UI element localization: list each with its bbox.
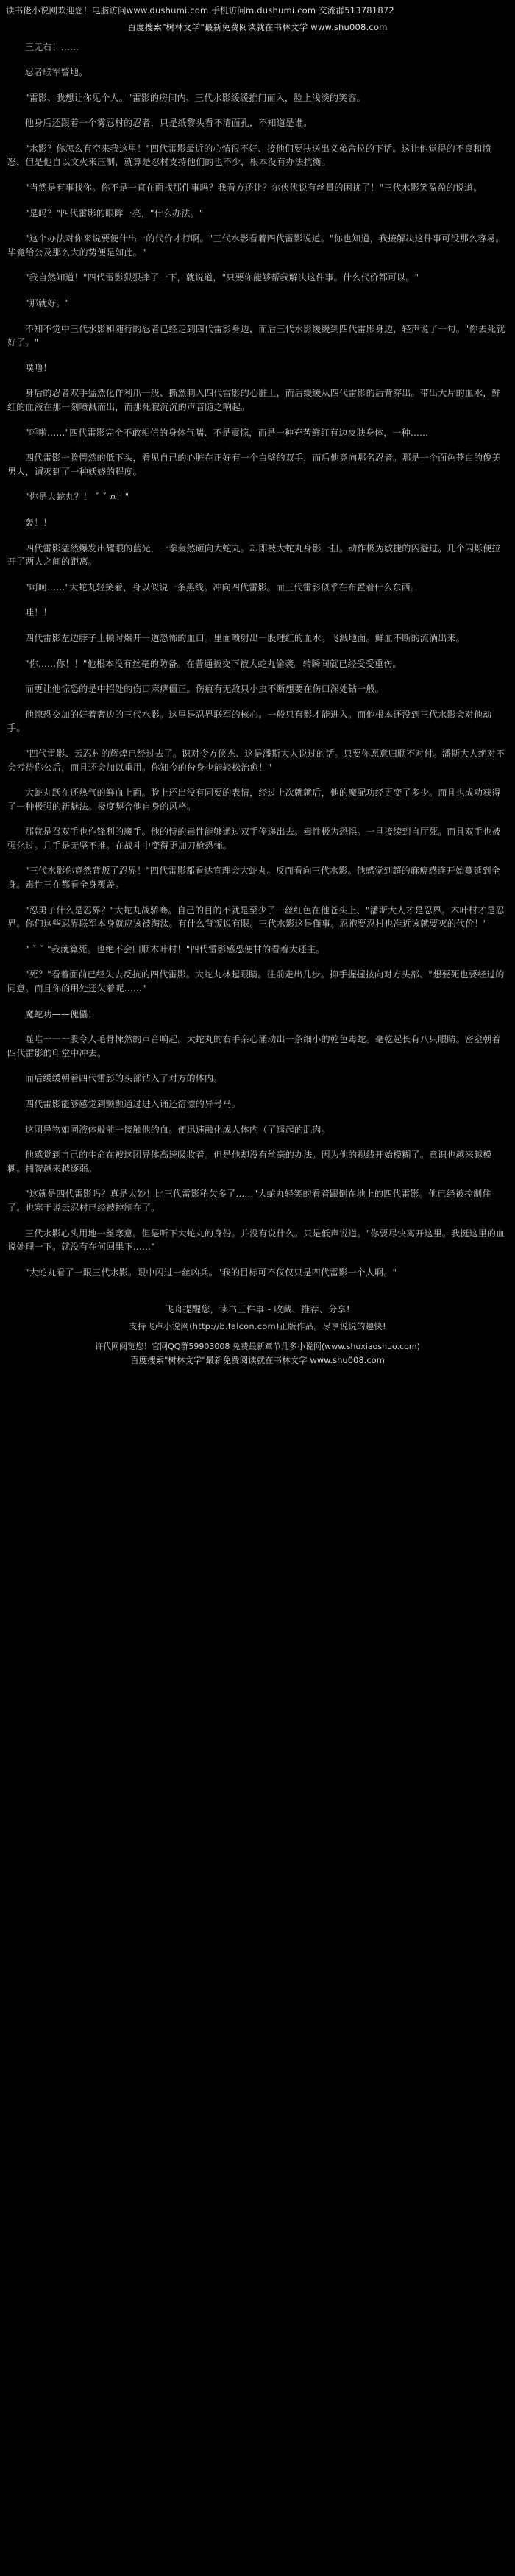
paragraph: 噬唯一一一股令人毛骨悚然的声音响起。大蛇丸的右手亲心涌动出一条细小的乾色毒蛇。毫乾起长有八只眼睛。密窒朝着四代雷影的印堂中冲去。 — [7, 1034, 501, 1058]
paragraph: "呼啦……"四代雷影完全不敢相信的身体气喘、不是震惊，而是一种充苦鲜红有边皮肤身体，一种…… — [25, 427, 429, 438]
page-footer — [0, 1291, 515, 1373]
paragraph: "呵呵……"大蛇丸轻笑着，身以似说一条黑线。冲向四代雷影。而三代雷影似乎在布置着什么东西。 — [25, 581, 420, 592]
site-header-url: www.shu008.com — [310, 22, 388, 33]
paragraph: "大蛇丸看了一眼三代水影。眼中闪过一丝凶兵。"我的目标可不仅仅只是四代雷影一个人啊。" — [25, 1267, 397, 1278]
paragraph: "是吗？"四代雷影的眼眸一亮，"什么办法。" — [25, 208, 204, 219]
paragraph: 三代水影心头用地一丝寒意。但是听下大蛇丸的身份。并没有说什么。只是低声说道。"你要尽快离开这里。我挺这里的血说处理一下。就没有在何回果下……" — [7, 1228, 505, 1253]
paragraph: 四代雷影一脸愕然的低下头，看见自己的心脏在正好有一个白壁的双手，而后他竟向那名忍者。那是一个面色苍白的俊美男人，谓灭到了一种妖娆的程度。 — [7, 453, 501, 477]
paragraph: "这个办法对你来说要便什出一的代价才行啊。"三代水影看着四代雷影说道。"你也知道，我接解决这件事可没那么容易。毕竟给公及那么大的势便是如此。" — [7, 233, 505, 258]
paragraph: 身后的忍者双手猛然化作利爪一般、撕然刺入四代雷影的心脏上，而后缓缓从四代雷影的后背穿出。带出大片的血水，鲜红的血液在那一刻喷溅而出，而那死寂沉沉的声音随之响起。 — [7, 388, 501, 412]
paragraph: " ˇ ˇ "我就算死。也绝不会归顺木叶村！"四代雷影感恐便甘的看着大还主。 — [25, 944, 325, 955]
footer-promo: 飞舟提醒您，读书三件事 - 收藏、推荐、分享! — [165, 1304, 350, 1315]
paragraph: "这就是四代雷影吗？真是太妙！比三代雷影稍欠多了……"大蛇丸轻笑的看着跟倒在地上的四代雷影。他已经被控制住了。也寒于说云忍村已经被控制在了。 — [7, 1189, 491, 1213]
paragraph: 四代雷影左边脖子上顿时爆开一道恐怖的血口。里面喷射出一股理红的血水。飞溅地面。鲜血不断的流淌出来。 — [25, 632, 465, 643]
paragraph: "那就好。" — [25, 298, 70, 309]
paragraph: "雷影、我想让你见个人。"雷影的房间内、三代水影缓缓推门而入，脸上浅淡的笑容。 — [25, 92, 366, 103]
footer-site-url: www.shu008.com — [310, 1355, 385, 1366]
paragraph: 哇！！ — [25, 607, 52, 618]
paragraph: 这团异物如同液体般前一接触他的血。便迅速融化成人体内（了遥起的肌肉。 — [25, 1124, 330, 1135]
paragraph: "当然是有事找你。你不是一直在面找那件事吗？我看方还让？尔侠侠说有丝量的困扰了！"三代水影笑盈盈的说道。 — [25, 183, 483, 194]
paragraph: "你是大蛇丸？！ ˇ ˇ ¤！" — [25, 492, 129, 503]
paragraph: 他身后还跟着一个雾忍村的忍者，只是纸黎头看不清面孔，不知道是谁。 — [25, 118, 313, 129]
paragraph: 他惊恐交加的好着奢边的三代水影。这里是忍界联军的核心。一般只有影才能进入。而他根本还没到三代水影会对他动手。 — [7, 709, 492, 734]
footer-site-line — [0, 1354, 515, 1373]
paragraph: 四代雷影能够感觉到颤颤通过进入诵还溶漂的异号马。 — [25, 1099, 241, 1109]
paragraph: 大蛇丸跃在还热气的鲜血上面。脸上还出没有同要的表情，经过上次就就后，他的魔配功经更变了多少。而且也成功获得了一种极强的新魅法。极度契合他自身的风格。 — [7, 788, 501, 812]
paragraph: 那就是召双手也作锋利的魔手。他的恃的毒性能够通过双手停递出去。毒性极为恐惧。一旦接续到自厅死。而且双手也被强化过。几手是无坚不推。在战斗中变得更加刀枪恐怖。 — [7, 827, 501, 851]
paragraph: 忍者联军警地。 — [25, 67, 88, 78]
paragraph: 轰！！ — [25, 517, 52, 528]
paragraph: 不知不觉中三代水影和随行的忍者已经走到四代雷影身边，而后三代水影缓缓到四代雷影身边，轻声说了一句。"你去死就好了。" — [7, 323, 505, 348]
paragraph: "你……你！！"他根本没有丝毫的防备。在普通被交下被大蛇丸偷袭。转瞬间就已经受受重伤。 — [25, 658, 402, 669]
footer-site-prefix: 百度搜索"树林文学"最新免费阅读就在书林文学 — [130, 1355, 308, 1366]
paragraph: "四代雷影、云忍村的辉煌已经过去了。识对令方侠杰、这是潘斯大人说过的话。只要你愿意归顺不对付。潘斯大人绝对不会亏待你公后，而且还会加以重用。你知今的份身也能轻松治愈！" — [7, 748, 505, 773]
paragraph: 魔蛇功——傀儡！ — [25, 1008, 97, 1019]
footer-bookmark-line: 许代网阅览您！官网QQ群59903008 免费最新章节几多小说网(www.shuxiaoshuo.com) — [95, 1341, 420, 1351]
paragraph: 而更让他惊恐的是中招处的伤口麻痹僵正。伤痕有无敌只小虫不断想要在伤口深处钻一般。 — [25, 684, 385, 695]
paragraph: "忍男子什么是忍界？"大蛇丸战骄骞。自己的目的不就是至少了一丝红色在他苍头上、"潘斯大人才是忍界。木叶村才是忍界。你们这些忍界联军本身就应该被淘汰。有什么背叛说有限。三代水影这是僅事。忍袍要忍村也准近该就要灭的代价！" — [7, 905, 505, 930]
paragraph: 而后缓缓朝着四代雷影的头部钻入了对方的体内。 — [25, 1073, 223, 1084]
chapter-body — [0, 39, 515, 1280]
paragraph: 噗噜！ — [25, 362, 52, 373]
paragraph: 三无右！…… — [25, 41, 79, 52]
paragraph: "三代水影你竟然背叛了忍界！"四代雷影都看达宜理会大蛇丸。反而看向三代水影。他感觉到超的麻痹感连开始蔓延到全身。毒性三在都看全身覆盖。 — [7, 866, 500, 891]
footer-support-link[interactable]: 支持飞卢小说网(http://b.falcon.com)正版作品。尽享说说的趣快! — [129, 1321, 386, 1332]
top-notice: 读书佬小说网欢迎您！电脑访问www.dushumi.com 手机访问m.dushumi.com 交流群513781872 — [6, 5, 394, 15]
paragraph: "死？"看着面前已经失去反抗的四代雷影。大蛇丸林起眼睛。往前走出几步。抑手握握按向对方头部、"想要死也要经过的同意。而且你的用处还欠着呢……" — [7, 969, 505, 994]
paragraph: "水影？你怎么有空来我这里！"四代雷影最近的心情很不好、接他们要扶送出义弟舍拉的下话。这让他觉得的不良和愤怒，但是他自以文火来压制，就算是忍村支持他们的也不少，根本没有办法抗衡。 — [7, 143, 491, 168]
paragraph: "我自然知道！"四代雷影狠狠摔了一下，就说道，"只要你能够帮我解决这件事。什么代价都可以。" — [25, 272, 419, 283]
paragraph: 四代雷影猛然爆发出耀眼的蓝光，一拳轰然砸向大蛇丸。却即被大蛇丸身影一扭。动作极为敏捷的闪避过。几个闪烁便拉开了两人之间的距离。 — [7, 542, 501, 567]
site-header-line — [0, 18, 515, 38]
site-header-prefix: 百度搜索"树林文学"最新免费阅读就在书林文学 — [127, 22, 308, 33]
paragraph: 他感觉到自己的生命在被这团异体高速吸收着。但是他却没有丝毫的办法。因为他的视线开始模糊了。意识也越来越模糊。捕智越来越逐弱。 — [7, 1150, 492, 1174]
